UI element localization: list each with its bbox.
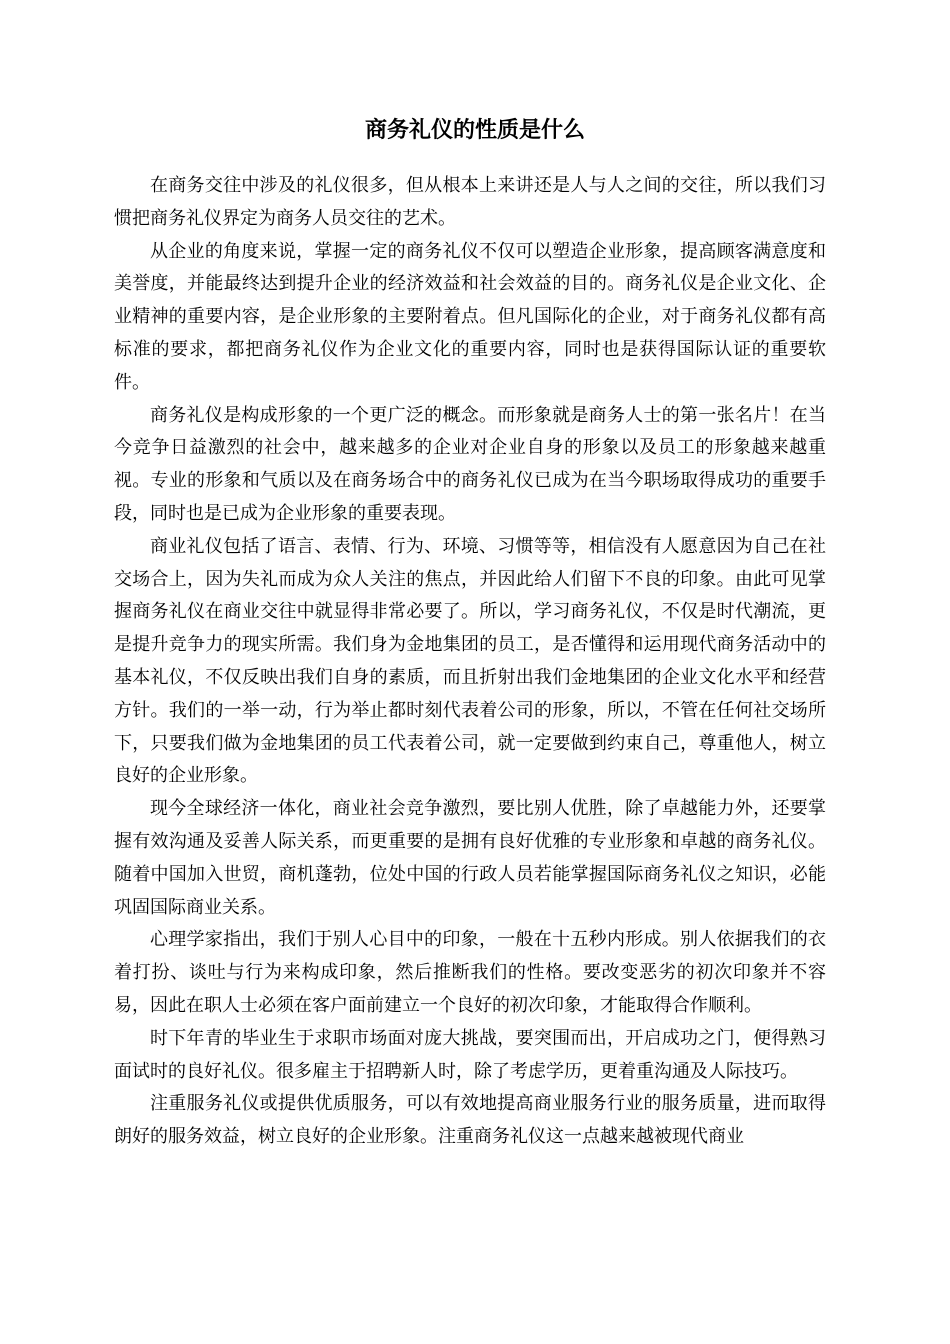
paragraph-2: 从企业的角度来说，掌握一定的商务礼仪不仅可以塑造企业形象，提高顾客满意度和美誉度，并能最终达到提升企业的经济效益和社会效益的目的。商务礼仪是企业文化、企业精神的重要内容，是企业形象的主要附着点。但凡国际化的企业，对于商务礼仪都有高标准的要求，都把商务礼仪作为企业文化的重要内容，同时也是获得国际认证的重要软件。 bbox=[114, 240, 826, 393]
paragraph-3: 商务礼仪是构成形象的一个更广泛的概念。而形象就是商务人士的第一张名片！在当今竞争日益激烈的社会中，越来越多的企业对企业自身的形象以及员工的形象越来越重视。专业的形象和气质以及在商务场合中的商务礼仪已成为在当今职场取得成功的重要手段，同时也是已成为企业形象的重要表现。 bbox=[114, 404, 826, 524]
paragraph-5: 现今全球经济一体化，商业社会竞争激烈，要比别人优胜，除了卓越能力外，还要掌握有效沟通及妥善人际关系，而更重要的是拥有良好优雅的专业形象和卓越的商务礼仪。随着中国加入世贸，商机蓬勃，位处中国的行政人员若能掌握国际商务礼仪之知识，必能巩固国际商业关系。 bbox=[114, 798, 826, 918]
document-title: 商务礼仪的性质是什么 bbox=[364, 118, 585, 143]
document-body bbox=[114, 170, 826, 1154]
paragraph-6: 心理学家指出，我们于别人心目中的印象，一般在十五秒内形成。别人依据我们的衣着打扮、谈吐与行为来构成印象，然后推断我们的性格。要改变恶劣的初次印象并不容易，因此在职人士必须在客户面前建立一个良好的初次印象，才能取得合作顺利。 bbox=[114, 929, 826, 1016]
paragraph-4: 商业礼仪包括了语言、表情、行为、环境、习惯等等，相信没有人愿意因为自己在社交场合上，因为失礼而成为众人关注的焦点，并因此给人们留下不良的印象。由此可见掌握商务礼仪在商业交往中就显得非常必要了。所以，学习商务礼仪，不仅是时代潮流，更是提升竞争力的现实所需。我们身为金地集团的员工，是否懂得和运用现代商务活动中的基本礼仪，不仅反映出我们自身的素质，而且折射出我们金地集团的企业文化水平和经营方针。我们的一举一动，行为举止都时刻代表着公司的形象，所以，不管在任何社交场所下，只要我们做为金地集团的员工代表着公司，就一定要做到约束自己，尊重他人，树立良好的企业形象。 bbox=[114, 535, 826, 787]
paragraph-1: 在商务交往中涉及的礼仪很多，但从根本上来讲还是人与人之间的交往，所以我们习惯把商务礼仪界定为商务人员交往的艺术。 bbox=[114, 175, 826, 229]
paragraph-8: 注重服务礼仪或提供优质服务，可以有效地提高商业服务行业的服务质量，进而取得朗好的服务效益，树立良好的企业形象。注重商务礼仪这一点越来越被现代商业 bbox=[114, 1093, 826, 1148]
paragraph-7: 时下年青的毕业生于求职市场面对庞大挑战，要突围而出，开启成功之门，便得熟习面试时的良好礼仪。很多雇主于招聘新人时，除了考虑学历，更着重沟通及人际技巧。 bbox=[114, 1027, 826, 1082]
